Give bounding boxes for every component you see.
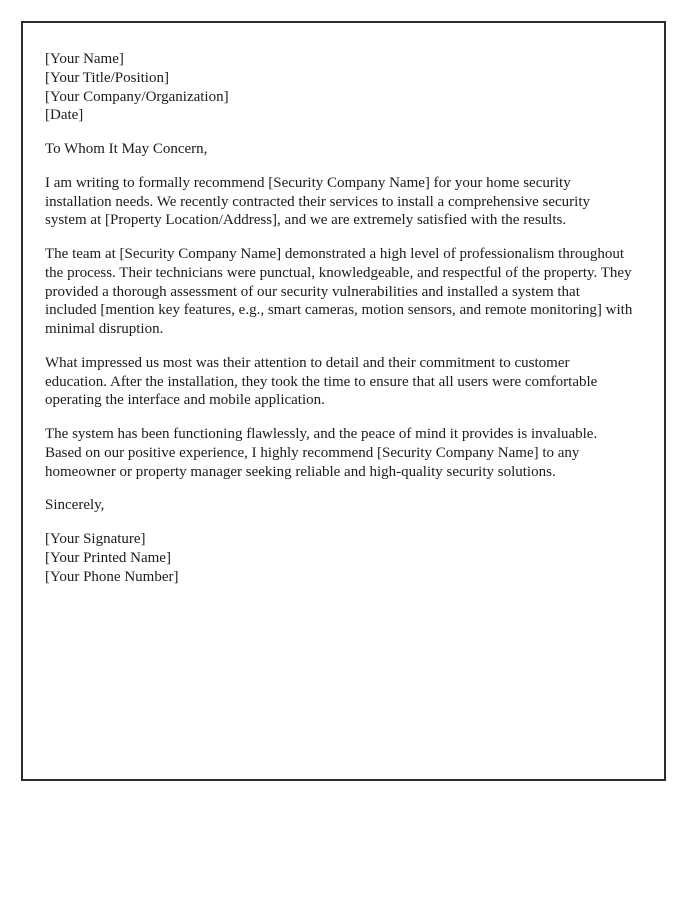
signature-line: [Your Signature] (45, 531, 146, 547)
closing: Sincerely, (45, 497, 105, 514)
body-paragraph-3: What impressed us most was their attention to detail and their commitment to customer education. After the installation, they took the time to ensure that all users were comfortable operating the interface and mobile application. (45, 354, 598, 409)
body-paragraph-1: I am writing to formally recommend [Security Company Name] for your home security installation needs. We recently contracted their services to install a comprehensive security system at [Property Location/Address], and we are extremely satisfied with the results. (45, 174, 590, 229)
letter-page (21, 21, 666, 781)
sender-header-block (45, 50, 635, 125)
sender-title-line: [Your Title/Position] (45, 69, 169, 86)
printed-name-line: [Your Printed Name] (45, 549, 171, 566)
sender-date-line: [Date] (45, 107, 84, 124)
body-paragraph-4: The system has been functioning flawlessly, and the peace of mind it provides is invaluable. Based on our positive experience, I highly recommend [Security Company Name] to any homeowner or property manager seeking reliable and high-quality security solutions. (45, 426, 598, 480)
signature-block (45, 530, 635, 586)
salutation: To Whom It May Concern, (45, 141, 208, 157)
sender-company-line: [Your Company/Organization] (45, 88, 229, 105)
body-paragraph-2: The team at [Security Company Name] demonstrated a high level of professionalism throughout the process. Their technicians were punctual, knowledgeable, and respectful of the property. They provided a thorough assessment of our security vulnerabilities and installed a system that included [mention key features, e.g., smart cameras, motion sensors, and remote monitoring] with minimal disruption. (45, 246, 633, 337)
phone-number-line: [Your Phone Number] (45, 568, 179, 585)
sender-name-line: [Your Name] (45, 51, 124, 67)
